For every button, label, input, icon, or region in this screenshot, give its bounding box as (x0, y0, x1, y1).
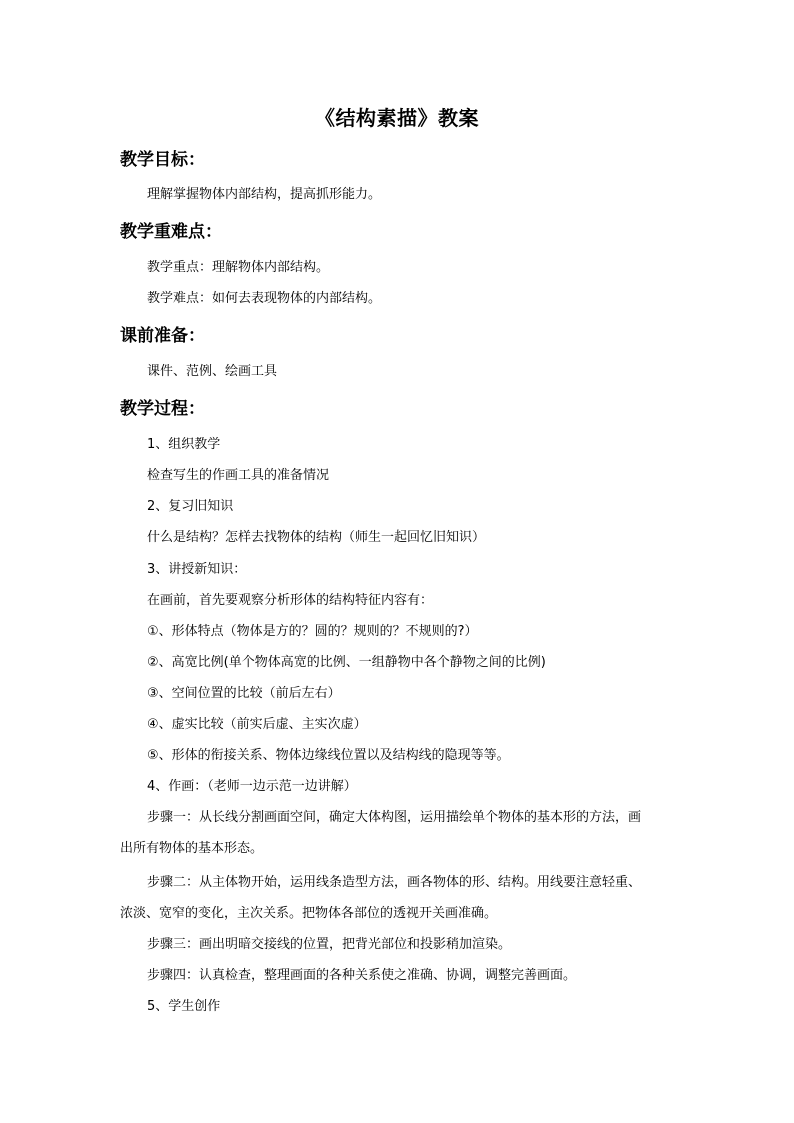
process-line: 5、学生创作 (147, 999, 221, 1014)
process-line: ④、虚实比较（前实后虚、主实次虚） (147, 717, 367, 732)
difficulty-text: 教学难点：如何去表现物体的内部结构。 (147, 291, 382, 306)
process-line: 步骤四：认真检查，整理画面的各种关系使之准确、协调，调整完善画面。 (147, 968, 577, 983)
process-line: 什么是结构？怎样去找物体的结构（师生一起回忆旧知识） (147, 530, 486, 545)
process-line-continuation: 浓淡、宽窄的变化，主次关系。把物体各部位的透视开关画准确。 (120, 906, 498, 921)
objectives-text: 理解掌握物体内部结构，提高抓形能力。 (147, 187, 382, 202)
process-line: ②、高宽比例(单个物体高宽的比例、一组静物中各个静物之间的比例) (147, 655, 546, 670)
process-line: 4、作画：（老师一边示范一边讲解） (147, 779, 357, 794)
process-line: ①、形体特点（物体是方的？圆的？规则的？不规则的?） (147, 624, 478, 639)
process-line: ⑤、形体的衔接关系、物体边缘线位置以及结构线的隐现等等。 (147, 748, 510, 763)
process-line: 步骤一：从长线分割画面空间，确定大体构图，运用描绘单个物体的基本形的方法，画 (147, 810, 642, 825)
process-line: 步骤三：画出明暗交接线的位置，把背光部位和投影稍加渲染。 (147, 937, 512, 952)
document-title: 《结构素描》教案 (315, 106, 479, 130)
key-point-text: 教学重点：理解物体内部结构。 (147, 260, 330, 275)
preparation-heading: 课前准备： (120, 326, 205, 346)
objectives-heading: 教学目标： (120, 150, 205, 170)
process-heading: 教学过程： (120, 399, 205, 419)
key-points-heading: 教学重难点： (120, 222, 222, 242)
process-line: 3、讲授新知识： (147, 562, 247, 577)
preparation-text: 课件、范例、绘画工具 (147, 364, 278, 379)
process-line: 1、组织教学 (147, 437, 221, 452)
process-line: 步骤二：从主体物开始，运用线条造型方法，画各物体的形、结构。用线要注意轻重、 (147, 875, 642, 890)
process-line: 在画前，首先要观察分析形体的结构特征内容有： (147, 593, 434, 608)
process-line: ③、空间位置的比较（前后左右） (147, 686, 341, 701)
process-line: 检查写生的作画工具的准备情况 (147, 468, 330, 483)
process-line-continuation: 出所有物体的基本形态。 (120, 841, 264, 856)
process-line: 2、复习旧知识 (147, 499, 234, 514)
